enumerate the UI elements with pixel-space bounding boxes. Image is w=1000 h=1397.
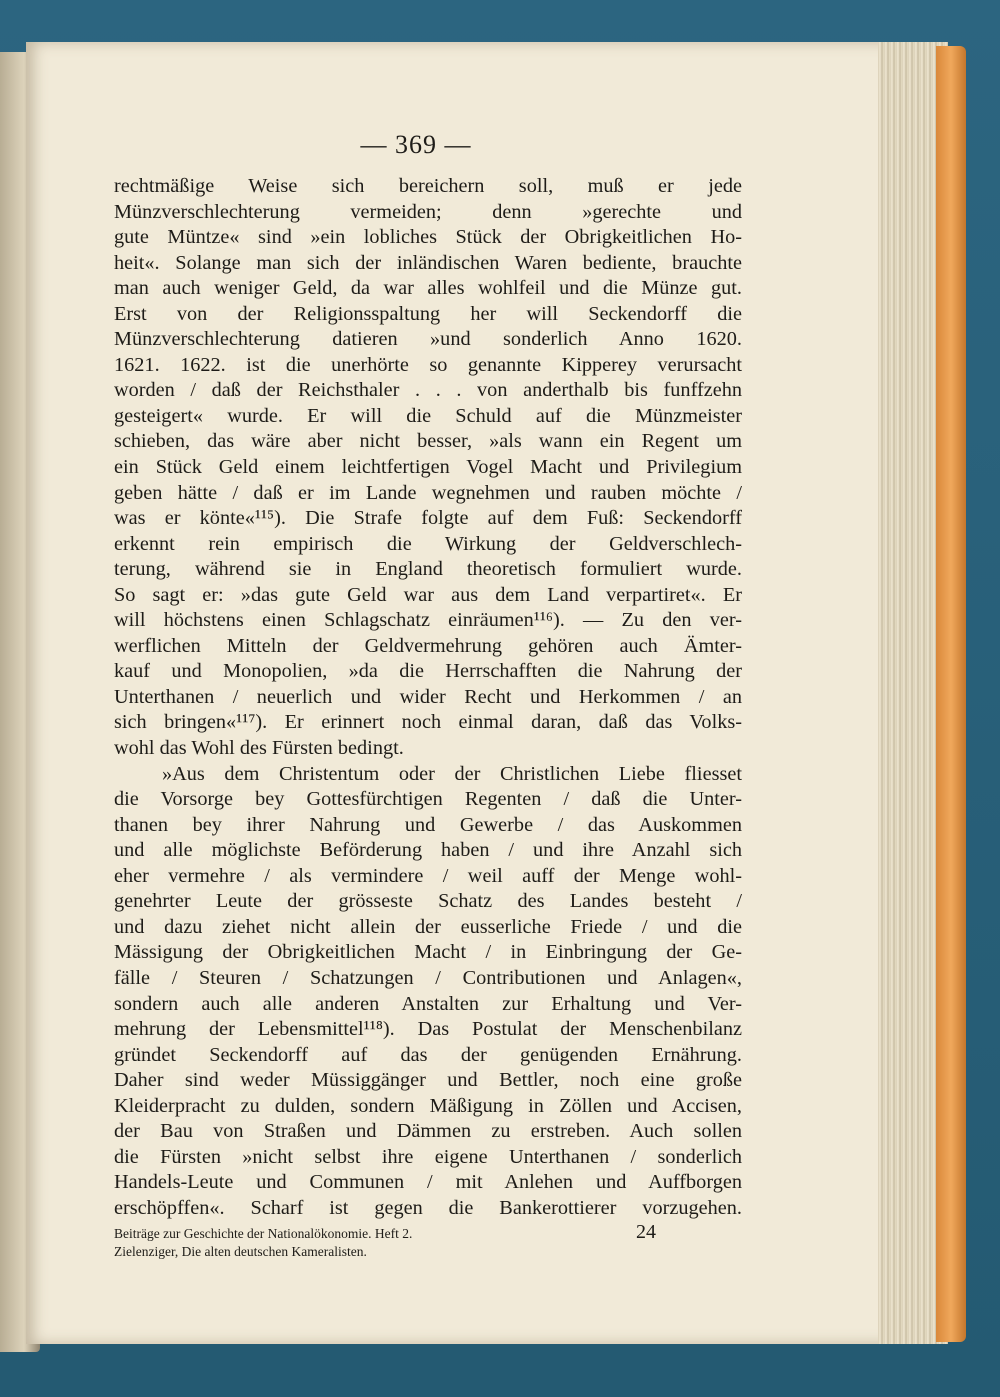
text-line: sondern auch alle anderen Anstalten zur Erhaltung und Ver- <box>114 992 742 1015</box>
text-line: ein Stück Geld einem leichtfertigen Vogel Macht und Privilegium <box>114 456 742 479</box>
text-line: thanen bey ihrer Nahrung und Gewerbe / das Auskommen <box>114 813 742 836</box>
text-line: sich bringen«¹¹⁷). Er erinnert noch einmal daran, daß das Volks- <box>114 711 742 734</box>
text-line: gründet Seckendorff auf das der genügenden Ernährung. <box>114 1043 742 1066</box>
text-line: was er könte«¹¹⁵). Die Strafe folgte auf dem Fuß: Seckendorff <box>114 507 742 530</box>
signature-mark: 24 <box>636 1221 656 1243</box>
text-line: geben hätte / daß er im Lande wegnehmen und rauben möchte / <box>114 481 742 504</box>
text-line: Münzverschlechterung vermeiden; denn »gerechte und <box>114 200 742 223</box>
text-line: schieben, das wäre aber nicht besser, »als wann ein Regent um <box>114 430 742 453</box>
text-line: wohl das Wohl des Fürsten bedingt. <box>114 737 404 760</box>
text-line: will höchstens einen Schlagschatz einräumen¹¹⁶). — Zu den ver- <box>114 609 742 632</box>
text-line: erschöpffen«. Scharf ist gegen die Bankerottierer vorzugehen. <box>114 1196 742 1219</box>
text-line: Münzverschlechterung datieren »und sonderlich Anno 1620. <box>114 328 742 351</box>
text-line: worden / daß der Reichsthaler . . . von anderthalb bis funffzehn <box>114 379 742 402</box>
text-line: Daher sind weder Müssiggänger und Bettler, noch eine große <box>114 1069 742 1092</box>
text-line: mehrung der Lebensmittel¹¹⁸). Das Postulat der Menschenbilanz <box>114 1018 742 1041</box>
text-line: erkennt rein empirisch die Wirkung der Geldverschlech- <box>114 532 742 555</box>
body-text <box>114 174 742 1221</box>
text-line: gute Müntze« sind »ein lobliches Stück der Obrigkeitlichen Ho- <box>114 226 742 249</box>
text-line: man auch weniger Geld, da war alles wohlfeil und die Münze gut. <box>114 277 742 300</box>
text-line: Erst von der Religionsspaltung her will Seckendorff die <box>114 302 742 325</box>
author-title: Zielenziger, Die alten deutschen Kameralisten. <box>114 1244 367 1259</box>
page-number: — 369 — <box>360 130 472 159</box>
text-line: heit«. Solange man sich der inländischen Waren bediente, brauchte <box>114 251 742 274</box>
series-title: Beiträge zur Geschichte der Nationalökonomie. Heft 2. <box>114 1226 413 1241</box>
text-line: terung, während sie in England theoretisch formuliert wurde. <box>114 558 742 581</box>
text-line: die Vorsorge bey Gottesfürchtigen Regenten / daß die Unter- <box>114 788 742 811</box>
text-line: gesteigert« wurde. Er will die Schuld auf die Münzmeister <box>114 404 742 427</box>
text-line: Unterthanen / neuerlich und wider Recht und Herkommen / an <box>114 685 742 708</box>
text-line: Mässigung der Obrigkeitlichen Macht / in Einbringung der Ge- <box>114 941 742 964</box>
text-line: »Aus dem Christentum oder der Christlichen Liebe fliesset <box>162 762 742 785</box>
text-line: und alle möglichste Beförderung haben / und ihre Anzahl sich <box>114 839 742 862</box>
text-line: fälle / Steuren / Schatzungen / Contributionen und Anlagen«, <box>114 966 742 989</box>
text-line: 1621. 1622. ist die unerhörte so genannte Kipperey verursacht <box>114 353 742 376</box>
text-line: kauf und Monopolien, »da die Herrschafften die Nahrung der <box>114 660 742 683</box>
text-line: Handels-Leute und Communen / mit Anlehen und Auffborgen <box>114 1171 742 1194</box>
book-cover-edge <box>936 46 966 1342</box>
text-line: So sagt er: »das gute Geld war aus dem Land verpartiret«. Er <box>114 583 742 606</box>
text-line: werflichen Mitteln der Geldvermehrung gehören auch Ämter- <box>114 634 742 657</box>
text-line: die Fürsten »nicht selbst ihre eigene Unterthanen / sonderlich <box>114 1145 742 1168</box>
text-line: eher vermehre / als vermindere / weil auff der Menge wohl- <box>114 864 742 887</box>
text-line: rechtmäßige Weise sich bereichern soll, muß er jede <box>114 175 742 197</box>
text-line: genehrter Leute der grösseste Schatz des Landes besteht / <box>114 890 742 913</box>
text-line: Kleiderpracht zu dulden, sondern Mäßigung in Zöllen und Accisen, <box>114 1094 742 1117</box>
text-line: der Bau von Straßen und Dämmen zu erstreben. Auch sollen <box>114 1120 742 1143</box>
text-line: und dazu ziehet nicht allein der eusserliche Friede / und die <box>114 915 742 938</box>
